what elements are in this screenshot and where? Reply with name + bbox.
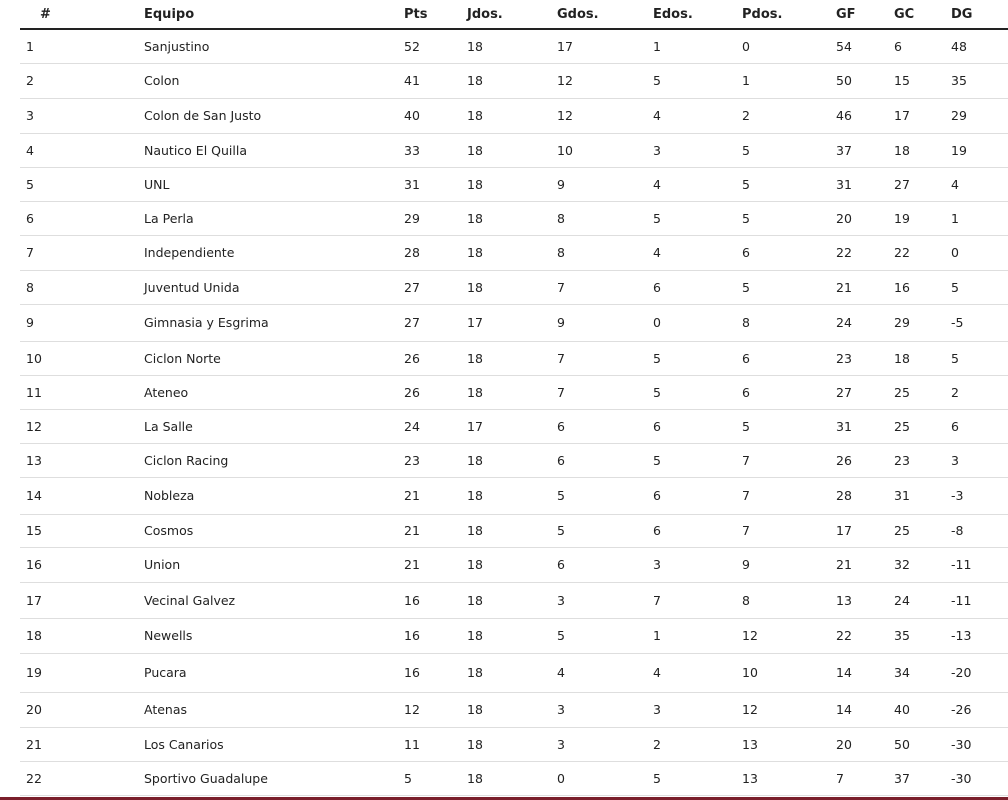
pe-cell: 5	[653, 341, 742, 375]
pp-cell: 10	[742, 653, 836, 692]
gf-cell: 37	[836, 133, 894, 167]
pg-cell: 3	[557, 582, 653, 618]
pg-cell: 3	[557, 692, 653, 727]
team-cell	[144, 235, 404, 270]
gc-cell: 27	[894, 167, 951, 201]
gc-cell: 35	[894, 618, 951, 653]
gf-cell: 21	[836, 547, 894, 582]
team-cell	[144, 761, 404, 795]
table-row	[20, 29, 1008, 63]
gf-cell: 21	[836, 270, 894, 304]
position-cell: 20	[20, 692, 144, 727]
gf-cell: 28	[836, 477, 894, 514]
pp-cell: 12	[742, 618, 836, 653]
pp-cell: 5	[742, 167, 836, 201]
pts-cell: 31	[404, 167, 467, 201]
pp-cell: 2	[742, 98, 836, 133]
position-cell: 2	[20, 63, 144, 98]
gc-cell: 40	[894, 692, 951, 727]
pts-cell: 16	[404, 653, 467, 692]
pj-cell: 18	[467, 547, 557, 582]
pg-cell: 5	[557, 477, 653, 514]
gf-cell: 22	[836, 618, 894, 653]
team-name: Ciclon Norte	[144, 350, 221, 366]
pg-cell: 6	[557, 409, 653, 443]
pe-cell: 5	[653, 201, 742, 235]
pe-cell: 1	[653, 29, 742, 63]
gc-cell: 24	[894, 582, 951, 618]
gf-cell: 17	[836, 514, 894, 547]
gf-cell: 31	[836, 409, 894, 443]
dg-cell: -30	[951, 761, 1008, 795]
pp-cell: 13	[742, 761, 836, 795]
pj-cell: 18	[467, 618, 557, 653]
pp-cell: 1	[742, 63, 836, 98]
pts-cell: 29	[404, 201, 467, 235]
gf-cell: 14	[836, 692, 894, 727]
gf-cell: 23	[836, 341, 894, 375]
table-row	[20, 270, 1008, 304]
gc-cell: 25	[894, 514, 951, 547]
dg-cell: -8	[951, 514, 1008, 547]
table-row	[20, 341, 1008, 375]
team-cell	[144, 98, 404, 133]
pe-cell: 0	[653, 304, 742, 341]
pg-cell: 0	[557, 761, 653, 795]
team-cell	[144, 167, 404, 201]
pp-cell: 13	[742, 727, 836, 761]
pts-cell: 16	[404, 618, 467, 653]
team-name: Sportivo Guadalupe	[144, 770, 268, 786]
position-cell: 19	[20, 653, 144, 692]
gc-cell: 17	[894, 98, 951, 133]
dg-cell: -11	[951, 582, 1008, 618]
team-name: Sanjustino	[144, 38, 210, 54]
dg-cell: 5	[951, 341, 1008, 375]
pe-cell: 7	[653, 582, 742, 618]
team-cell	[144, 692, 404, 727]
gc-cell: 6	[894, 29, 951, 63]
pts-cell: 21	[404, 477, 467, 514]
team-cell	[144, 270, 404, 304]
col-header-gdos: Gdos.	[557, 0, 653, 29]
dg-cell: 1	[951, 201, 1008, 235]
pe-cell: 4	[653, 167, 742, 201]
table-row	[20, 409, 1008, 443]
pg-cell: 12	[557, 63, 653, 98]
team-name: Gimnasia y Esgrima	[144, 315, 269, 330]
pp-cell: 5	[742, 201, 836, 235]
pg-cell: 7	[557, 375, 653, 409]
pts-cell: 11	[404, 727, 467, 761]
gc-cell: 15	[894, 63, 951, 98]
gc-cell: 23	[894, 443, 951, 477]
team-cell	[144, 201, 404, 235]
gf-cell: 26	[836, 443, 894, 477]
position-cell: 10	[20, 341, 144, 375]
pp-cell: 8	[742, 304, 836, 341]
table-row	[20, 618, 1008, 653]
pj-cell: 18	[467, 582, 557, 618]
gc-cell: 22	[894, 235, 951, 270]
position-cell: 12	[20, 409, 144, 443]
table-row	[20, 63, 1008, 98]
team-name: Vecinal Galvez	[144, 592, 236, 608]
pp-cell: 12	[742, 692, 836, 727]
team-name: Independiente	[144, 245, 235, 260]
table-row	[20, 167, 1008, 201]
position-cell: 4	[20, 133, 144, 167]
team-cell	[144, 133, 404, 167]
col-header-gf: GF	[836, 0, 894, 29]
pts-cell: 5	[404, 761, 467, 795]
pe-cell: 3	[653, 692, 742, 727]
gc-cell: 37	[894, 761, 951, 795]
pg-cell: 7	[557, 341, 653, 375]
gf-cell: 7	[836, 761, 894, 795]
table-row	[20, 304, 1008, 341]
team-cell	[144, 547, 404, 582]
position-cell: 14	[20, 477, 144, 514]
pp-cell: 7	[742, 514, 836, 547]
team-name: Nobleza	[144, 488, 195, 503]
dg-cell: -11	[951, 547, 1008, 582]
team-name: Cosmos	[144, 523, 194, 538]
col-header-edos: Edos.	[653, 0, 742, 29]
pg-cell: 6	[557, 443, 653, 477]
team-cell	[144, 653, 404, 692]
position-cell: 21	[20, 727, 144, 761]
pg-cell: 9	[557, 304, 653, 341]
gf-cell: 24	[836, 304, 894, 341]
gf-cell: 46	[836, 98, 894, 133]
gf-cell: 14	[836, 653, 894, 692]
team-name: La Perla	[144, 210, 194, 226]
pts-cell: 52	[404, 29, 467, 63]
dg-cell: -30	[951, 727, 1008, 761]
position-cell: 22	[20, 761, 144, 795]
col-header-gc: GC	[894, 0, 951, 29]
pe-cell: 3	[653, 133, 742, 167]
pe-cell: 6	[653, 514, 742, 547]
pj-cell: 18	[467, 477, 557, 514]
gc-cell: 29	[894, 304, 951, 341]
pts-cell: 40	[404, 98, 467, 133]
position-cell: 9	[20, 304, 144, 341]
gc-cell: 34	[894, 653, 951, 692]
gf-cell: 31	[836, 167, 894, 201]
position-cell: 13	[20, 443, 144, 477]
table-row	[20, 547, 1008, 582]
position-cell: 18	[20, 618, 144, 653]
table-row	[20, 235, 1008, 270]
pg-cell: 5	[557, 618, 653, 653]
team-cell	[144, 477, 404, 514]
table-row	[20, 375, 1008, 409]
gf-cell: 13	[836, 582, 894, 618]
team-name: Juventud Unida	[144, 279, 240, 295]
pts-cell: 28	[404, 235, 467, 270]
table-row	[20, 514, 1008, 547]
dg-cell: -3	[951, 477, 1008, 514]
gc-cell: 18	[894, 341, 951, 375]
team-name: La Salle	[144, 418, 193, 434]
pg-cell: 5	[557, 514, 653, 547]
team-name: UNL	[144, 176, 170, 192]
team-cell	[144, 514, 404, 547]
position-cell: 16	[20, 547, 144, 582]
dg-cell: 0	[951, 235, 1008, 270]
position-cell: 15	[20, 514, 144, 547]
pj-cell: 18	[467, 201, 557, 235]
dg-cell: 29	[951, 98, 1008, 133]
team-cell	[144, 63, 404, 98]
col-header-team: Equipo	[144, 0, 404, 29]
team-cell	[144, 618, 404, 653]
pts-cell: 21	[404, 547, 467, 582]
pts-cell: 41	[404, 63, 467, 98]
pp-cell: 8	[742, 582, 836, 618]
dg-cell: -20	[951, 653, 1008, 692]
pp-cell: 9	[742, 547, 836, 582]
pj-cell: 18	[467, 514, 557, 547]
pe-cell: 4	[653, 98, 742, 133]
position-cell: 3	[20, 98, 144, 133]
pj-cell: 18	[467, 167, 557, 201]
pj-cell: 18	[467, 727, 557, 761]
gf-cell: 54	[836, 29, 894, 63]
pg-cell: 6	[557, 547, 653, 582]
table-row	[20, 727, 1008, 761]
pe-cell: 6	[653, 270, 742, 304]
pts-cell: 26	[404, 341, 467, 375]
team-cell	[144, 409, 404, 443]
pj-cell: 18	[467, 375, 557, 409]
dg-cell: -13	[951, 618, 1008, 653]
team-cell	[144, 443, 404, 477]
table-row	[20, 133, 1008, 167]
pe-cell: 5	[653, 63, 742, 98]
pj-cell: 18	[467, 341, 557, 375]
pp-cell: 5	[742, 133, 836, 167]
col-header-pts: Pts	[404, 0, 467, 29]
pj-cell: 18	[467, 98, 557, 133]
table-row	[20, 582, 1008, 618]
pts-cell: 12	[404, 692, 467, 727]
pp-cell: 7	[742, 443, 836, 477]
gc-cell: 16	[894, 270, 951, 304]
pp-cell: 5	[742, 270, 836, 304]
pp-cell: 0	[742, 29, 836, 63]
position-cell: 1	[20, 29, 144, 63]
dg-cell: 2	[951, 375, 1008, 409]
pg-cell: 3	[557, 727, 653, 761]
dg-cell: -5	[951, 304, 1008, 341]
gc-cell: 18	[894, 133, 951, 167]
gc-cell: 19	[894, 201, 951, 235]
standings-table	[20, 0, 1008, 796]
team-name: Ateneo	[144, 384, 189, 400]
dg-cell: 35	[951, 63, 1008, 98]
team-name: Ciclon Racing	[144, 452, 229, 468]
team-name: Nautico El Quilla	[144, 142, 247, 158]
gc-cell: 25	[894, 409, 951, 443]
pg-cell: 8	[557, 201, 653, 235]
team-name: Atenas	[144, 702, 188, 717]
col-header-pdos: Pdos.	[742, 0, 836, 29]
pe-cell: 2	[653, 727, 742, 761]
team-cell	[144, 375, 404, 409]
pts-cell: 26	[404, 375, 467, 409]
pj-cell: 17	[467, 304, 557, 341]
pj-cell: 18	[467, 29, 557, 63]
team-name: Colon	[144, 73, 180, 88]
col-header-pos: #	[20, 0, 144, 29]
dg-cell: 5	[951, 270, 1008, 304]
table-row	[20, 98, 1008, 133]
team-name: Newells	[144, 628, 193, 643]
pe-cell: 6	[653, 477, 742, 514]
pts-cell: 27	[404, 270, 467, 304]
position-cell: 8	[20, 270, 144, 304]
table-row	[20, 201, 1008, 235]
team-cell	[144, 304, 404, 341]
header-row	[20, 0, 1008, 29]
pj-cell: 18	[467, 235, 557, 270]
pts-cell: 33	[404, 133, 467, 167]
pts-cell: 27	[404, 304, 467, 341]
team-cell	[144, 29, 404, 63]
col-header-dg: DG	[951, 0, 1008, 29]
team-name: Pucara	[144, 665, 187, 680]
table-row	[20, 653, 1008, 692]
pp-cell: 6	[742, 235, 836, 270]
pe-cell: 4	[653, 653, 742, 692]
pj-cell: 18	[467, 443, 557, 477]
dg-cell: -26	[951, 692, 1008, 727]
pg-cell: 7	[557, 270, 653, 304]
pp-cell: 6	[742, 375, 836, 409]
gf-cell: 22	[836, 235, 894, 270]
table-row	[20, 443, 1008, 477]
dg-cell: 6	[951, 409, 1008, 443]
pj-cell: 18	[467, 270, 557, 304]
pe-cell: 6	[653, 409, 742, 443]
pp-cell: 6	[742, 341, 836, 375]
position-cell: 17	[20, 582, 144, 618]
pj-cell: 18	[467, 692, 557, 727]
table-row	[20, 761, 1008, 795]
gf-cell: 50	[836, 63, 894, 98]
pj-cell: 18	[467, 133, 557, 167]
pj-cell: 18	[467, 63, 557, 98]
pe-cell: 5	[653, 375, 742, 409]
pe-cell: 5	[653, 761, 742, 795]
dg-cell: 48	[951, 29, 1008, 63]
pg-cell: 12	[557, 98, 653, 133]
dg-cell: 3	[951, 443, 1008, 477]
col-header-jdos: Jdos.	[467, 0, 557, 29]
pg-cell: 9	[557, 167, 653, 201]
team-cell	[144, 727, 404, 761]
pj-cell: 18	[467, 761, 557, 795]
pe-cell: 1	[653, 618, 742, 653]
pts-cell: 16	[404, 582, 467, 618]
gc-cell: 32	[894, 547, 951, 582]
pj-cell: 17	[467, 409, 557, 443]
pts-cell: 24	[404, 409, 467, 443]
gc-cell: 50	[894, 727, 951, 761]
gf-cell: 20	[836, 201, 894, 235]
position-cell: 6	[20, 201, 144, 235]
position-cell: 11	[20, 375, 144, 409]
table-row	[20, 477, 1008, 514]
team-name: Union	[144, 557, 181, 572]
pe-cell: 4	[653, 235, 742, 270]
pts-cell: 21	[404, 514, 467, 547]
pp-cell: 5	[742, 409, 836, 443]
pe-cell: 5	[653, 443, 742, 477]
dg-cell: 4	[951, 167, 1008, 201]
pp-cell: 7	[742, 477, 836, 514]
gc-cell: 25	[894, 375, 951, 409]
team-name: Colon de San Justo	[144, 108, 262, 123]
team-cell	[144, 582, 404, 618]
gc-cell: 31	[894, 477, 951, 514]
pg-cell: 10	[557, 133, 653, 167]
gf-cell: 27	[836, 375, 894, 409]
pj-cell: 18	[467, 653, 557, 692]
team-cell	[144, 341, 404, 375]
pts-cell: 23	[404, 443, 467, 477]
position-cell: 5	[20, 167, 144, 201]
dg-cell: 19	[951, 133, 1008, 167]
position-cell: 7	[20, 235, 144, 270]
team-name: Los Canarios	[144, 736, 224, 752]
gf-cell: 20	[836, 727, 894, 761]
table-row	[20, 692, 1008, 727]
pe-cell: 3	[653, 547, 742, 582]
pg-cell: 17	[557, 29, 653, 63]
pg-cell: 8	[557, 235, 653, 270]
pg-cell: 4	[557, 653, 653, 692]
